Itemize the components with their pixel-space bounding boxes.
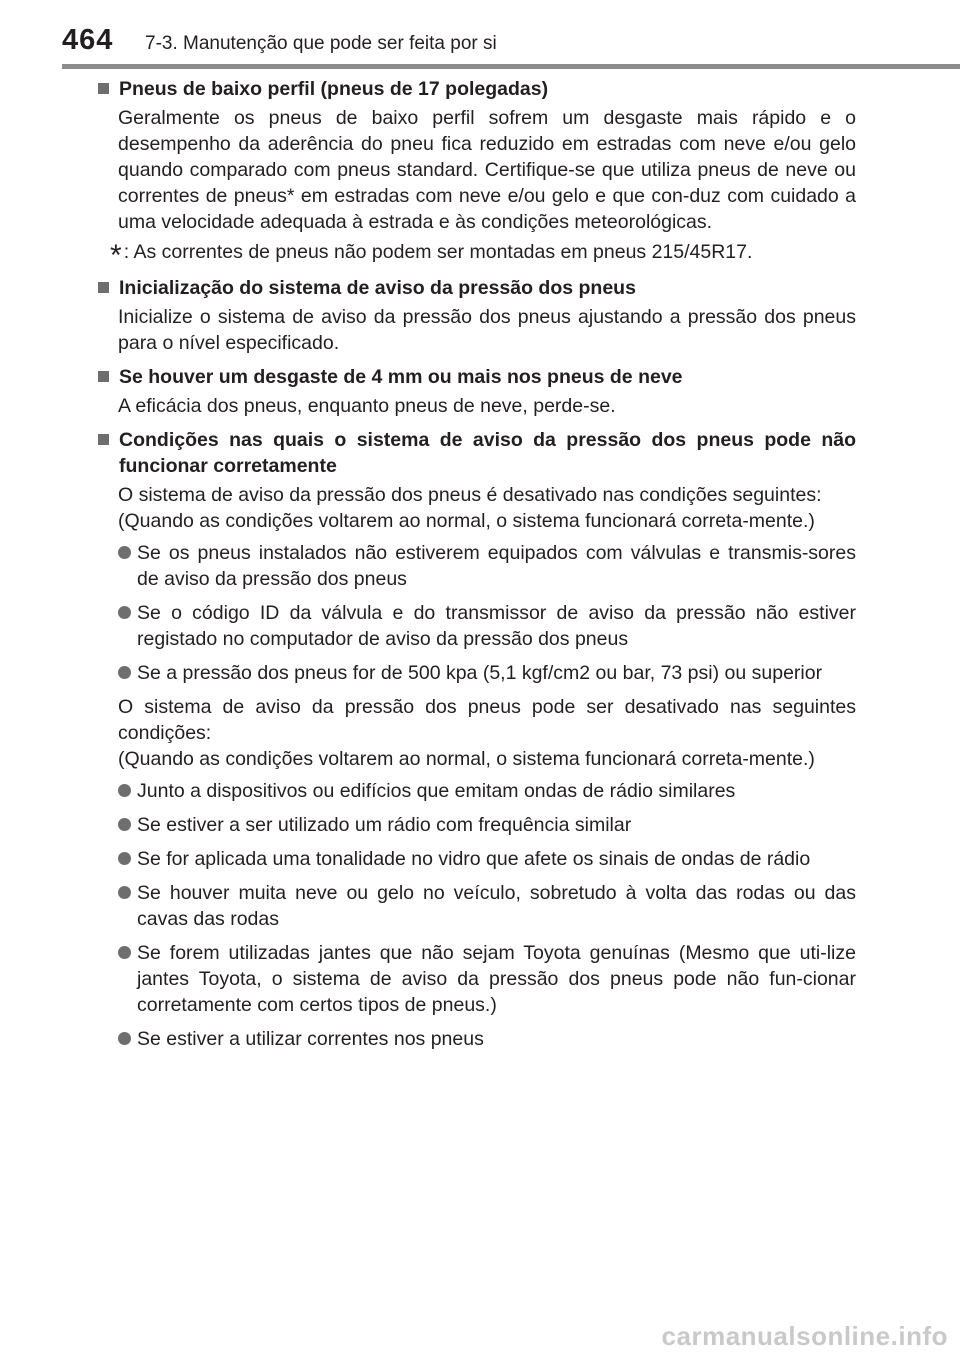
square-bullet-icon (98, 83, 109, 94)
round-bullet-icon (118, 784, 131, 797)
list-item (118, 1026, 856, 1052)
section-title: 7-3. Manutenção que pode ser feita por si (145, 33, 497, 54)
list-item (118, 540, 856, 592)
list-item (118, 940, 856, 1018)
list-item-text: Se estiver a ser utilizado um rádio com frequência similar (137, 814, 632, 836)
list-item (118, 778, 856, 804)
page-number: 464 (62, 24, 114, 56)
footnote (110, 239, 856, 272)
section-conditions (96, 427, 856, 1052)
list-item (118, 812, 856, 838)
round-bullet-icon (118, 546, 131, 559)
paragraph: A eficácia dos pneus, enquanto pneus de neve, perde-se. (118, 395, 616, 417)
paragraph: O sistema de aviso da pressão dos pneus pode ser desativado nas seguintes condições: (118, 696, 856, 744)
paragraph: Geralmente os pneus de baixo perfil sofrem um desgaste mais rápido e o desempenho da aderência do pneu fica reduzido em estradas com neve e/ou gelo quando comparado com pneus standard. Certifique-se que utiliza pneus de neve ou correntes de pneus* em estradas com neve e/ou gelo e que con-duz com cuidado a uma velocidade adequada à estrada e às condições meteorológicas. (118, 107, 856, 233)
section-low-profile-tires (96, 76, 856, 272)
square-bullet-icon (98, 282, 109, 293)
section-heading (96, 364, 856, 390)
list-item (118, 660, 856, 686)
round-bullet-icon (118, 886, 131, 899)
round-bullet-icon (118, 946, 131, 959)
section-initialization (96, 275, 856, 356)
section-heading (96, 76, 856, 102)
list-item (118, 600, 856, 652)
heading-text: Pneus de baixo perfil (pneus de 17 polegadas) (119, 78, 549, 100)
round-bullet-icon (118, 606, 131, 619)
list-item-text: Se houver muita neve ou gelo no veículo, sobretudo à volta das rodas ou das cavas das rodas (137, 882, 856, 930)
section-heading (96, 275, 856, 301)
list-item-text: Se a pressão dos pneus for de 500 kpa (5,1 kgf/cm2 ou bar, 73 psi) ou superior (137, 662, 823, 684)
square-bullet-icon (98, 434, 109, 445)
round-bullet-icon (118, 1032, 131, 1045)
list-item-text: Se forem utilizadas jantes que não sejam Toyota genuínas (Mesmo que uti-lize jantes Toyota, o sistema de aviso da pressão dos pneus pode não fun-cionar corretamente com certos tipos de pneus.) (137, 942, 856, 1016)
paragraph: (Quando as condições voltarem ao normal, o sistema funcionará correta-mente.) (118, 510, 815, 532)
round-bullet-icon (118, 818, 131, 831)
round-bullet-icon (118, 852, 131, 865)
square-bullet-icon (98, 371, 109, 382)
round-bullet-icon (118, 666, 131, 679)
list-item (118, 846, 856, 872)
watermark: carmanualsonline.info (661, 1321, 948, 1351)
heading-text: Condições nas quais o sistema de aviso da pressão dos pneus pode não funcionar corretamente (119, 429, 856, 477)
page-content (96, 76, 856, 1060)
header-rule (62, 64, 960, 69)
list-item-text: Se for aplicada uma tonalidade no vidro que afete os sinais de ondas de rádio (137, 848, 811, 870)
footnote-text: : As correntes de pneus não podem ser montadas em pneus 215/45R17. (123, 241, 753, 263)
list-item-text: Se o código ID da válvula e do transmissor de aviso da pressão não estiver registado no computador de aviso da pressão dos pneus (137, 602, 856, 650)
footnote-mark: * (110, 239, 122, 272)
heading-text: Inicialização do sistema de aviso da pressão dos pneus (119, 277, 636, 299)
paragraph: O sistema de aviso da pressão dos pneus é desativado nas condições seguintes: (118, 484, 822, 506)
page-header (0, 0, 960, 70)
list-item-text: Junto a dispositivos ou edifícios que emitam ondas de rádio similares (137, 780, 736, 802)
list-item (118, 880, 856, 932)
section-heading (96, 427, 856, 479)
section-snow-tire-wear (96, 364, 856, 419)
paragraph: (Quando as condições voltarem ao normal, o sistema funcionará correta-mente.) (118, 748, 815, 770)
paragraph: Inicialize o sistema de aviso da pressão dos pneus ajustando a pressão dos pneus para o nível especificado. (118, 306, 856, 354)
list-item-text: Se estiver a utilizar correntes nos pneus (137, 1028, 484, 1050)
heading-text: Se houver um desgaste de 4 mm ou mais nos pneus de neve (119, 366, 683, 388)
list-item-text: Se os pneus instalados não estiverem equipados com válvulas e transmis-sores de aviso da pressão dos pneus (137, 542, 856, 590)
